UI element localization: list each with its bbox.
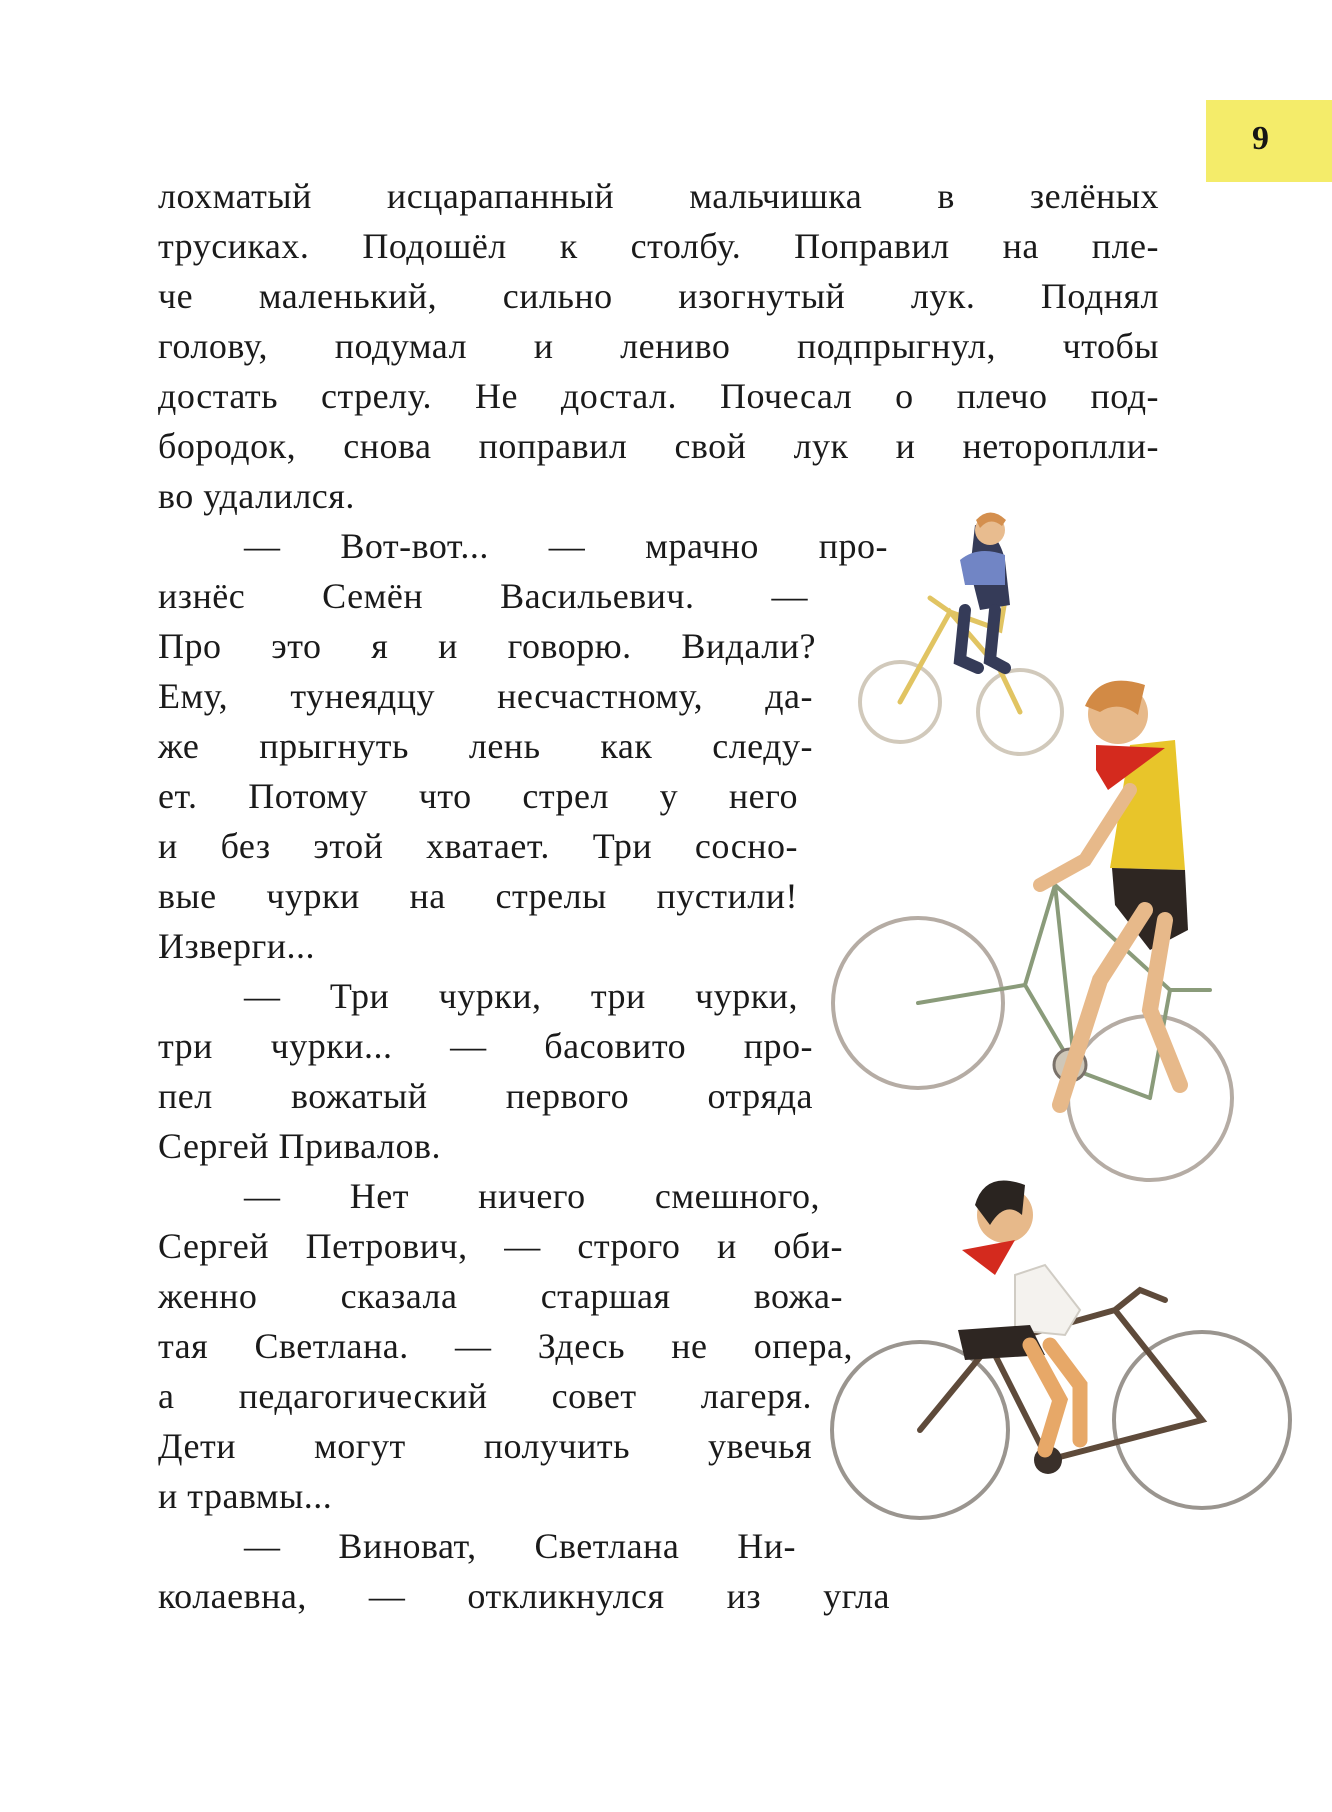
text-line: же прыгнуть лень как следу- [158,726,813,766]
page-number-tab [1206,100,1332,182]
text-line: а педагогический совет лагеря. [158,1376,812,1416]
text-line: — Нет ничего смешного, [244,1176,820,1216]
text-line: Сергей Петрович, — строго и оби- [158,1226,843,1266]
small-cyclist-figure [860,513,1062,755]
text-line: Изверги... [158,926,316,966]
text-line: и без этой хватает. Три сосно- [158,826,798,866]
text-line: Сергей Привалов. [158,1126,442,1166]
text-line: бородок, снова поправил свой лук и нетороплли- [158,426,1159,466]
text-line: колаевна, — откликнулся из угла [158,1576,890,1616]
text-line: Про это я и говорю. Видали? [158,626,816,666]
text-line: Ему, тунеядцу несчастному, да- [158,676,813,716]
text-line: трусиках. Подошёл к столбу. Поправил на пле- [158,226,1159,266]
text-line: и травмы... [158,1476,333,1516]
pioneer-cyclist-dark-hair [832,1181,1290,1519]
text-line: пел вожатый первого отряда [158,1076,813,1116]
text-line: лохматый исцарапанный мальчишка в зелёных [158,176,1159,216]
text-line: голову, подумал и лениво подпрыгнул, чтобы [158,326,1159,366]
text-line: во удалился. [158,476,355,516]
text-line: тая Светлана. — Здесь не опера, [158,1326,853,1366]
text-line: — Вот-вот... — мрачно про- [244,526,888,566]
text-line: ет. Потому что стрел у него [158,776,798,816]
text-line: Дети могут получить увечья [158,1426,812,1466]
text-line: — Три чурки, три чурки, [244,976,798,1016]
children-on-bicycles-illustration [830,500,1310,1580]
text-line: женно сказала старшая вожа- [158,1276,843,1316]
page-number: 9 [1252,120,1269,157]
pioneer-cyclist-yellow-shirt [833,681,1232,1180]
text-line: достать стрелу. Не достал. Почесал о плечо под- [158,376,1159,416]
text-line: три чурки... — басовито про- [158,1026,813,1066]
text-line: че маленький, сильно изогнутый лук. Поднял [158,276,1159,316]
text-line: изнёс Семён Васильевич. — [158,576,808,616]
text-line: — Виноват, Светлана Ни- [244,1526,796,1566]
text-line: вые чурки на стрелы пустили! [158,876,798,916]
